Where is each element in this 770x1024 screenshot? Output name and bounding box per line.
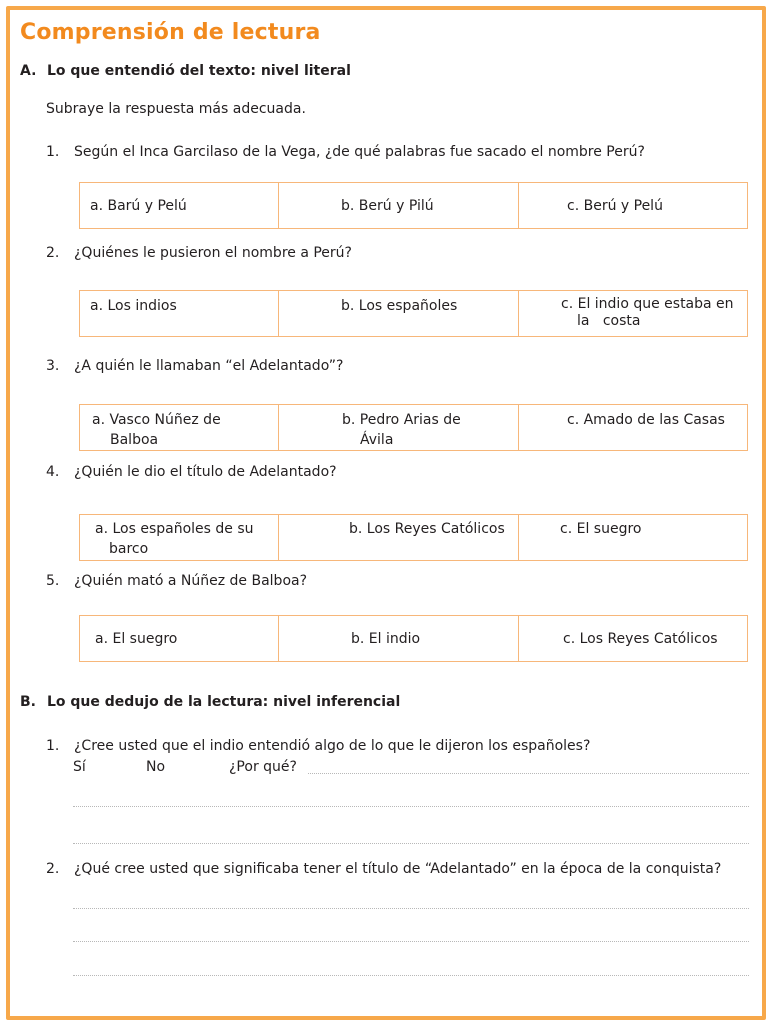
option-c[interactable] [519,405,747,450]
options-a4 [79,514,748,561]
option-b[interactable] [279,291,519,336]
question-number: 5. [46,573,60,589]
option-text: c. Berú y Pelú [567,198,663,214]
answer-line[interactable] [73,843,749,844]
section-a-title: Lo que entendió del texto: nivel literal [47,63,351,79]
question-text: ¿Quiénes le pusieron el nombre a Perú? [74,245,352,261]
option-a[interactable] [80,405,279,450]
options-a3 [79,404,748,451]
question-text: ¿Quién le dio el título de Adelantado? [74,464,337,480]
question-number: 2. [46,861,60,877]
option-text: c. El indio que estaba en [561,296,734,312]
question-text: ¿Cree usted que el indio entendió algo de lo que le dijeron los españoles? [74,738,591,754]
options-a2 [79,290,748,337]
option-text: a. El suegro [95,631,178,647]
option-c[interactable] [519,183,747,228]
instruction: Subraye la respuesta más adecuada. [46,101,306,117]
section-b-letter: B. [20,694,36,710]
options-a5 [79,615,748,662]
option-c[interactable] [519,291,747,336]
question-number: 3. [46,358,60,374]
answer-line[interactable] [73,806,749,807]
question-b2 [46,861,721,877]
option-text: b. Los españoles [341,298,458,314]
why-label: ¿Por qué? [229,759,297,775]
section-b-title: Lo que dedujo de la lectura: nivel inferencial [47,694,401,710]
answer-line[interactable] [73,975,749,976]
question-number: 4. [46,464,60,480]
option-c[interactable] [519,515,747,560]
question-text: ¿A quién le llamaban “el Adelantado”? [74,358,344,374]
option-text: c. Amado de las Casas [567,412,725,428]
question-a2 [46,245,352,261]
option-text-cont: la costa [577,313,641,329]
option-b[interactable] [279,183,519,228]
question-a5 [46,573,307,589]
yes-no-row [73,759,297,775]
option-text: b. El indio [351,631,421,647]
section-a-letter: A. [20,63,37,79]
option-a[interactable] [80,616,279,661]
question-text: ¿Quién mató a Núñez de Balboa? [74,573,308,589]
option-text: c. Los Reyes Católicos [563,631,718,647]
option-text: a. Barú y Pelú [90,198,187,214]
option-text: b. Los Reyes Católicos [349,521,505,537]
option-text: a. Los españoles de su [95,521,254,537]
question-number: 1. [46,144,60,160]
option-text: a. Los indios [90,298,177,314]
yes-option[interactable]: Sí [73,759,86,775]
no-option[interactable]: No [146,759,166,775]
question-text: Según el Inca Garcilaso de la Vega, ¿de qué palabras fue sacado el nombre Perú? [74,144,645,160]
section-b-heading [20,694,400,710]
page-title: Comprensión de lectura [20,20,321,45]
question-b1 [46,738,590,754]
option-text-cont: Ávila [360,432,394,448]
option-text: a. Vasco Núñez de [92,412,221,428]
option-a[interactable] [80,291,279,336]
answer-line[interactable] [73,941,749,942]
option-c[interactable] [519,616,747,661]
question-number: 1. [46,738,60,754]
option-a[interactable] [80,183,279,228]
question-number: 2. [46,245,60,261]
section-a-heading [20,63,351,79]
options-a1 [79,182,748,229]
option-text: b. Berú y Pilú [341,198,434,214]
option-b[interactable] [279,515,519,560]
question-a4 [46,464,337,480]
question-a3 [46,358,343,374]
option-text: b. Pedro Arias de [342,412,461,428]
answer-line[interactable] [73,908,749,909]
option-b[interactable] [279,616,519,661]
answer-line[interactable] [308,773,749,774]
option-b[interactable] [279,405,519,450]
question-a1 [46,144,645,160]
option-a[interactable] [80,515,279,560]
option-text-cont: Balboa [110,432,159,448]
option-text-cont: barco [109,541,149,557]
question-text: ¿Qué cree usted que significaba tener el título de “Adelantado” en la época de la conquista? [74,861,722,877]
option-text: c. El suegro [560,521,642,537]
